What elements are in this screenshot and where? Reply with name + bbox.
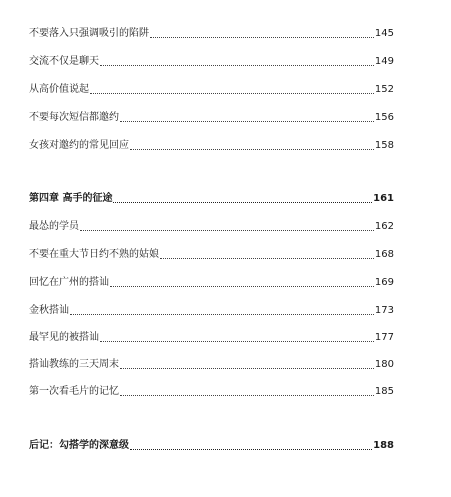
- toc-entry[interactable]: [29, 106, 394, 124]
- dot-leader: [80, 229, 374, 231]
- toc-entry-title: 第一次看毛片的记忆: [29, 386, 119, 397]
- toc-entry-page: 156: [374, 112, 394, 123]
- toc-entry-title: 不要落入只强调吸引的陷阱: [29, 28, 149, 39]
- dot-leader: [120, 120, 374, 122]
- toc-entry[interactable]: [29, 326, 394, 344]
- dot-leader: [100, 340, 374, 342]
- toc-entry-title: 搭讪教练的三天周末: [29, 359, 119, 370]
- toc-entry-page: 177: [374, 332, 394, 343]
- toc-entry[interactable]: [29, 50, 394, 68]
- dot-leader: [160, 257, 374, 259]
- toc-entry[interactable]: [29, 299, 394, 317]
- toc-entry-title: 从高价值说起: [29, 84, 89, 95]
- dot-leader: [90, 92, 374, 94]
- toc-chapter-page: 161: [373, 193, 394, 204]
- toc-entry-page: 185: [374, 386, 394, 397]
- dot-leader: [130, 148, 374, 150]
- toc-entry-page: 152: [374, 84, 394, 95]
- toc-entry[interactable]: [29, 243, 394, 261]
- toc-entry-page: 145: [374, 28, 394, 39]
- dot-leader: [110, 285, 374, 287]
- dot-leader: [150, 36, 374, 38]
- toc-entry-title: 回忆在广州的搭讪: [29, 277, 109, 288]
- toc-entry[interactable]: [29, 271, 394, 289]
- toc-entry-title: 最怂的学员: [29, 221, 79, 232]
- toc-entry-title: 不要在重大节日约不熟的姑娘: [29, 249, 159, 260]
- toc-entry-title: 金秋搭讪: [29, 305, 69, 316]
- toc-entry[interactable]: [29, 78, 394, 96]
- toc-chapter-title: 第四章 高手的征途: [29, 193, 113, 204]
- dot-leader: [113, 201, 372, 203]
- dot-leader: [70, 313, 374, 315]
- toc-entry[interactable]: [29, 215, 394, 233]
- toc-entry[interactable]: [29, 134, 394, 152]
- toc-afterword-page: 188: [373, 440, 394, 451]
- dot-leader: [130, 448, 372, 450]
- toc-entry-title: 女孩对邀约的常见回应: [29, 140, 129, 151]
- toc-entry-page: 169: [374, 277, 394, 288]
- toc-entry-page: 158: [374, 140, 394, 151]
- toc-entry-title: 交流不仅是聊天: [29, 56, 99, 67]
- toc-entry-title: 最罕见的被搭讪: [29, 332, 99, 343]
- dot-leader: [120, 367, 374, 369]
- dot-leader: [100, 64, 374, 66]
- toc-chapter-heading[interactable]: [29, 187, 394, 205]
- dot-leader: [120, 394, 374, 396]
- toc-afterword-title: 后记：勾搭学的深意级: [29, 440, 129, 451]
- toc-entry-title: 不要每次短信都邀约: [29, 112, 119, 123]
- toc-entry-page: 180: [374, 359, 394, 370]
- toc-entry-page: 149: [374, 56, 394, 67]
- toc-afterword-heading[interactable]: [29, 434, 394, 452]
- toc-entry-page: 168: [374, 249, 394, 260]
- toc-entry[interactable]: [29, 353, 394, 371]
- toc-entry[interactable]: [29, 22, 394, 40]
- toc-entry[interactable]: [29, 380, 394, 398]
- toc-entry-page: 173: [374, 305, 394, 316]
- toc-entry-page: 162: [374, 221, 394, 232]
